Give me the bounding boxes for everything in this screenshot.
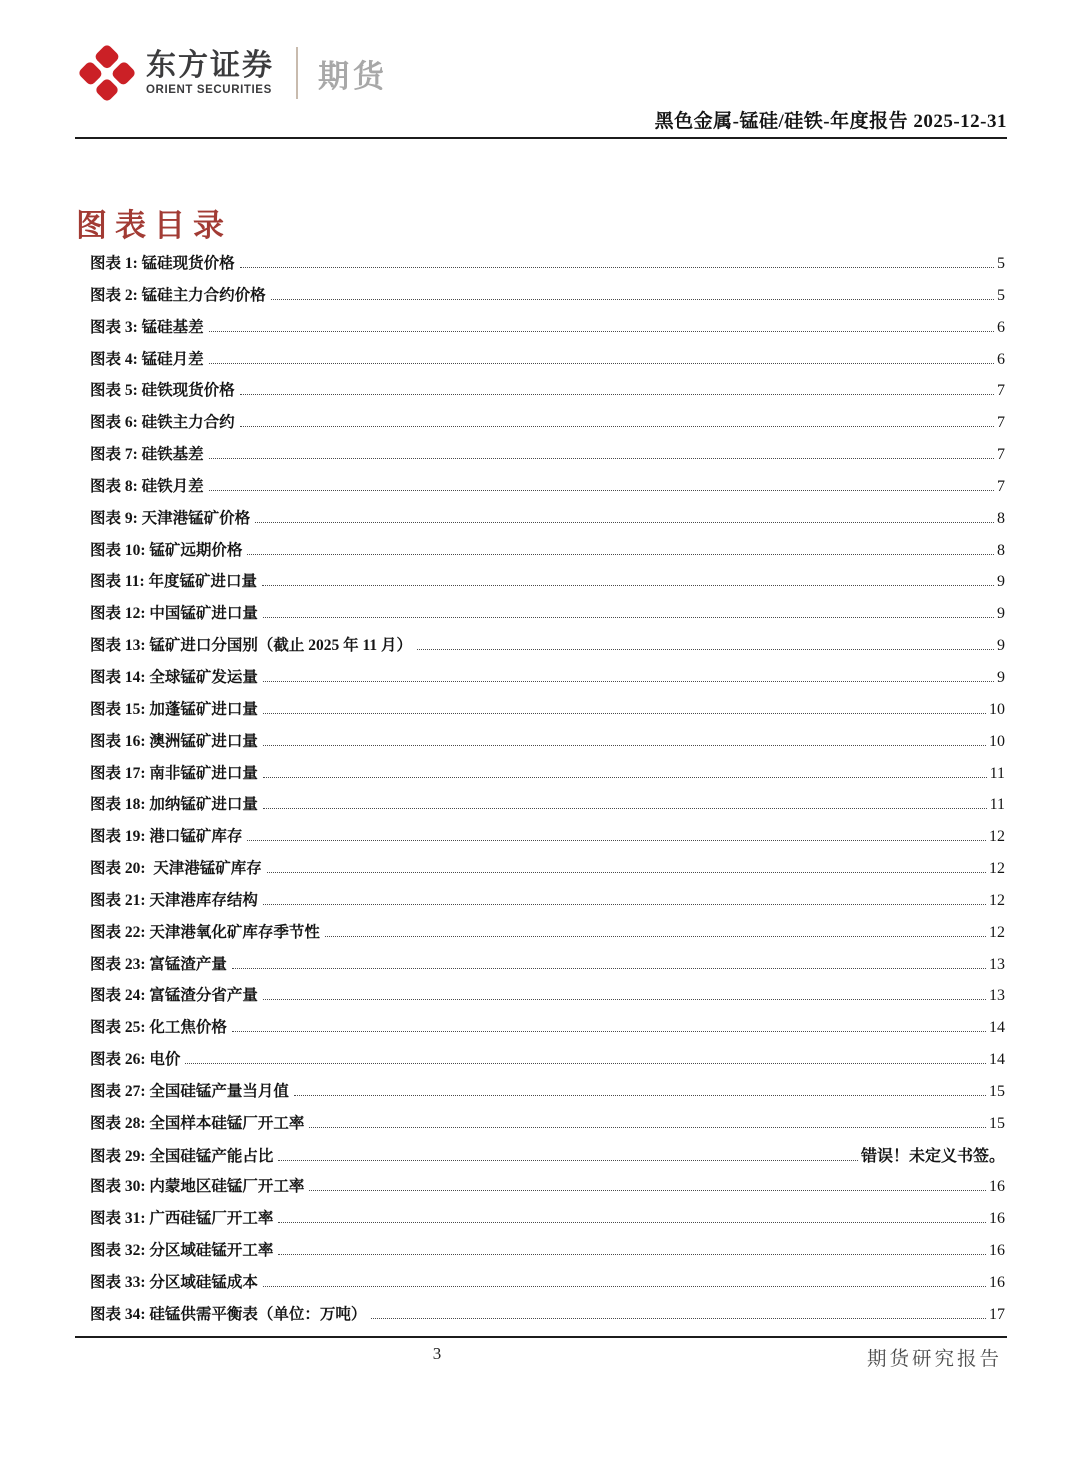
toc-leader-dots (325, 936, 986, 937)
toc-entry-label: 图表 2: 锰硅主力合约价格 (90, 286, 266, 304)
toc-entry-label: 图表 32: 分区域硅锰开工率 (90, 1242, 274, 1260)
toc-entry-page: 11 (989, 796, 1005, 814)
toc-entry-page: 5 (997, 286, 1005, 304)
toc-entry-page: 8 (997, 541, 1005, 559)
toc-leader-dots (278, 1254, 986, 1255)
toc-entry[interactable] (90, 347, 1005, 379)
toc-leader-dots (209, 490, 994, 491)
logo-diamond-piece (111, 60, 137, 86)
toc-entry-page: 12 (989, 923, 1005, 941)
toc-entry-page: 12 (989, 860, 1005, 878)
toc-entry-label: 图表 27: 全国硅锰产量当月值 (90, 1082, 289, 1100)
toc-leader-dots (263, 681, 994, 682)
footer-rule (75, 1336, 1007, 1338)
toc-leader-dots (278, 1160, 858, 1161)
toc-entry[interactable] (90, 761, 1005, 793)
brand-name-cn: 东方证券 (146, 49, 274, 83)
toc-entry-label: 图表 12: 中国锰矿进口量 (90, 605, 258, 623)
toc-entry-label: 图表 29: 全国硅锰产能占比 (90, 1147, 274, 1165)
toc-entry[interactable] (90, 506, 1005, 538)
toc-entry[interactable] (90, 920, 1005, 952)
toc-leader-dots (209, 331, 994, 332)
toc-entry-page: 7 (997, 477, 1005, 495)
toc-entry-label: 图表 18: 加纳锰矿进口量 (90, 796, 258, 814)
toc-entry[interactable] (90, 856, 1005, 888)
toc-entry-page: 16 (989, 1210, 1005, 1228)
toc-entry-page: 7 (997, 414, 1005, 432)
toc-entry-page: 5 (997, 255, 1005, 272)
toc-entry-page: 6 (997, 318, 1005, 336)
toc-entry-label: 图表 28: 全国样本硅锰厂开工率 (90, 1114, 305, 1132)
toc-leader-dots (240, 267, 994, 268)
toc-entry-label: 图表 7: 硅铁基差 (90, 446, 204, 464)
toc-entry-page: 13 (989, 987, 1005, 1005)
logo-diamond-piece (77, 60, 103, 86)
brand-text (146, 50, 274, 96)
toc-entry-page: 9 (997, 637, 1005, 655)
toc-entry[interactable] (90, 442, 1005, 474)
toc-entry-label: 图表 16: 澳洲锰矿进口量 (90, 732, 258, 750)
toc-leader-dots (209, 363, 994, 364)
toc-leader-dots (371, 1318, 986, 1319)
toc-entry-page: 7 (997, 446, 1005, 464)
toc-entry-label: 图表 26: 电价 (90, 1051, 181, 1069)
report-series-label: 期货研究报告 (866, 1349, 1002, 1370)
division-label: 期货 (318, 58, 388, 94)
toc-entry-label: 图表 31: 广西硅锰厂开工率 (90, 1210, 274, 1228)
toc-leader-dots (278, 1222, 986, 1223)
toc-entry[interactable] (90, 1143, 1005, 1175)
toc-entry-label: 图表 9: 天津港锰矿价格 (90, 509, 251, 527)
toc-leader-dots (185, 1063, 986, 1064)
toc-entry-page: 12 (989, 828, 1005, 846)
toc-leader-dots (255, 522, 994, 523)
toc-entry-page: 6 (997, 350, 1005, 368)
toc-leader-dots (240, 426, 994, 427)
toc-entry-page: 10 (989, 732, 1005, 750)
toc-leader-dots (294, 1095, 986, 1096)
toc-leader-dots (263, 745, 986, 746)
toc-entry-label: 图表 23: 富锰渣产量 (90, 955, 227, 973)
toc-leader-dots (262, 585, 994, 586)
toc-entry-label: 图表 15: 加蓬锰矿进口量 (90, 700, 258, 718)
toc-leader-dots (417, 649, 994, 650)
toc-entry[interactable] (90, 1047, 1005, 1079)
toc-leader-dots (263, 808, 987, 809)
toc-entry-page: 13 (989, 955, 1005, 973)
toc-leader-dots (232, 968, 986, 969)
toc-leader-dots (247, 554, 994, 555)
toc-entry-page: 15 (989, 1114, 1005, 1132)
toc-entry-page: 16 (989, 1242, 1005, 1260)
toc-entry-page: 10 (989, 700, 1005, 718)
toc-entry-label: 图表 5: 硅铁现货价格 (90, 382, 235, 400)
brand (78, 44, 388, 102)
toc-leader-dots (240, 394, 994, 395)
toc-leader-dots (263, 1286, 986, 1287)
document-title: 黑色金属-锰硅/硅铁-年度报告 2025-12-31 (654, 111, 1007, 132)
toc-entry-label: 图表 21: 天津港库存结构 (90, 891, 258, 909)
toc-entry-label: 图表 1: 锰硅现货价格 (90, 255, 235, 272)
toc-leader-dots (247, 840, 986, 841)
logo-diamond-piece (94, 43, 120, 69)
toc-entry[interactable] (90, 983, 1005, 1015)
toc-entry[interactable] (90, 410, 1005, 442)
toc-entry-page: 15 (989, 1082, 1005, 1100)
toc-entry[interactable] (90, 665, 1005, 697)
toc-entry[interactable] (90, 283, 1005, 315)
toc-entry-label: 图表 17: 南非锰矿进口量 (90, 764, 258, 782)
toc-entry[interactable] (90, 1206, 1005, 1238)
toc-entry[interactable] (90, 474, 1005, 506)
toc-entry[interactable] (90, 538, 1005, 570)
toc-entry-page: 17 (989, 1305, 1005, 1323)
toc-leader-dots (271, 299, 994, 300)
toc-entry-page: 14 (989, 1051, 1005, 1069)
toc-entry[interactable] (90, 1015, 1005, 1047)
toc-leader-dots (309, 1127, 986, 1128)
toc-entry[interactable] (90, 824, 1005, 856)
toc-entry-label: 图表 25: 化工焦价格 (90, 1019, 227, 1037)
toc-entry-label: 图表 6: 硅铁主力合约 (90, 414, 235, 432)
toc-entry[interactable] (90, 729, 1005, 761)
toc-entry[interactable] (90, 888, 1005, 920)
toc-entry-label: 图表 4: 锰硅月差 (90, 350, 204, 368)
toc-leader-dots (309, 1190, 986, 1191)
toc-list (90, 251, 1005, 1334)
toc-section-title: 图表目录 (76, 208, 232, 243)
toc-leader-dots (263, 904, 986, 905)
toc-entry-label: 图表 34: 硅锰供需平衡表（单位：万吨） (90, 1305, 367, 1323)
toc-entry[interactable] (90, 1238, 1005, 1270)
toc-entry-page: 9 (997, 573, 1005, 591)
toc-entry[interactable] (90, 251, 1005, 283)
toc-entry-label: 图表 14: 全球锰矿发运量 (90, 668, 258, 686)
toc-entry-page: 错误！未定义书签。 (860, 1147, 1005, 1165)
header-rule (75, 137, 1007, 139)
toc-entry-label: 图表 33: 分区域硅锰成本 (90, 1274, 258, 1291)
toc-entry[interactable] (90, 633, 1005, 665)
toc-leader-dots (263, 777, 987, 778)
toc-entry-page: 11 (989, 764, 1005, 782)
toc-entry[interactable] (90, 1270, 1005, 1302)
toc-entry-label: 图表 8: 硅铁月差 (90, 477, 204, 495)
toc-entry-page: 14 (989, 1019, 1005, 1037)
toc-leader-dots (232, 1031, 986, 1032)
toc-entry-label: 图表 19: 港口锰矿库存 (90, 828, 243, 846)
toc-entry[interactable] (90, 569, 1005, 601)
brand-name-en: ORIENT SECURITIES (146, 83, 272, 96)
toc-entry[interactable] (90, 1111, 1005, 1143)
toc-leader-dots (209, 458, 994, 459)
toc-entry-page: 9 (997, 668, 1005, 686)
toc-entry-page: 7 (997, 382, 1005, 400)
toc-entry[interactable] (90, 1174, 1005, 1206)
toc-leader-dots (267, 872, 986, 873)
toc-entry-page: 16 (989, 1178, 1005, 1196)
toc-entry[interactable] (90, 1079, 1005, 1111)
toc-leader-dots (263, 617, 994, 618)
toc-entry[interactable] (90, 601, 1005, 633)
toc-entry[interactable] (90, 315, 1005, 347)
toc-entry[interactable] (90, 378, 1005, 410)
orient-securities-logo-icon (77, 43, 136, 102)
toc-entry-page: 12 (989, 891, 1005, 909)
toc-leader-dots (263, 999, 986, 1000)
logo-diamond-piece (94, 77, 120, 103)
toc-entry-label: 图表 3: 锰硅基差 (90, 318, 204, 336)
toc-entry-label: 图表 24: 富锰渣分省产量 (90, 987, 258, 1005)
toc-entry-label: 图表 10: 锰矿远期价格 (90, 541, 243, 559)
toc-entry-page: 8 (997, 509, 1005, 527)
toc-entry-page: 9 (997, 605, 1005, 623)
toc-entry-page: 16 (989, 1274, 1005, 1291)
page-number: 3 (432, 1344, 442, 1363)
toc-entry[interactable] (90, 952, 1005, 984)
brand-divider (296, 47, 298, 99)
toc-entry-label: 图表 22: 天津港氧化矿库存季节性 (90, 923, 320, 941)
toc-leader-dots (263, 713, 986, 714)
toc-entry-label: 图表 30: 内蒙地区硅锰厂开工率 (90, 1178, 305, 1196)
toc-entry[interactable] (90, 697, 1005, 729)
toc-entry-label: 图表 13: 锰矿进口分国别（截止 2025 年 11 月） (90, 637, 413, 655)
toc-entry-label: 图表 11: 年度锰矿进口量 (90, 573, 258, 591)
toc-entry[interactable] (90, 1302, 1005, 1334)
toc-entry-label: 图表 20: 天津港锰矿库存 (90, 860, 262, 878)
toc-entry[interactable] (90, 792, 1005, 824)
